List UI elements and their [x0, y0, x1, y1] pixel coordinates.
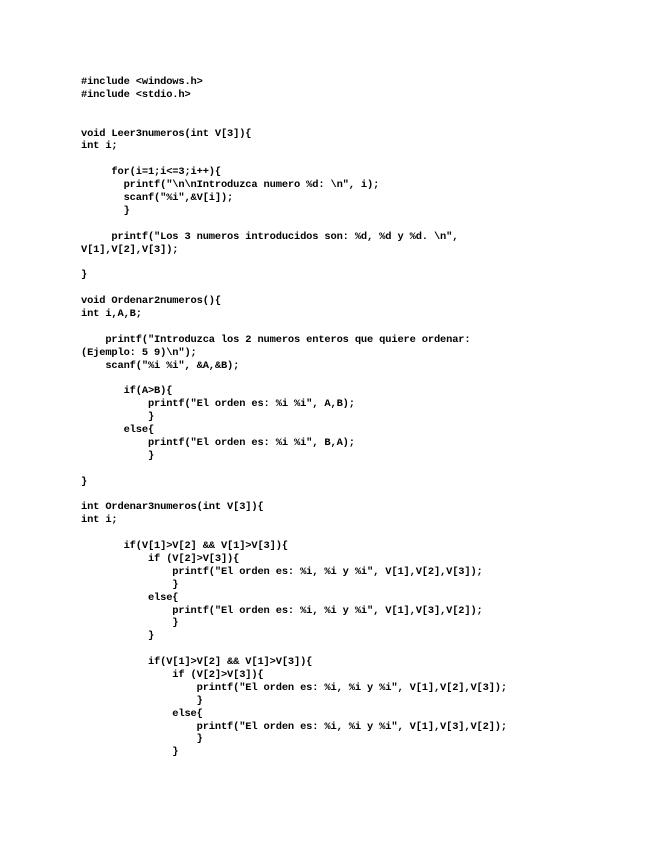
- code-line: }: [81, 578, 179, 591]
- code-line: [81, 527, 507, 540]
- code-line: }: [81, 617, 179, 630]
- code-line: else{: [81, 424, 155, 437]
- code-line: (Ejemplo: 5 9)\n");: [81, 346, 197, 359]
- code-line: [81, 489, 507, 502]
- code-line: }: [81, 449, 155, 462]
- code-line: }: [81, 733, 203, 746]
- code-line: for(i=1;i<=3;i++){: [81, 166, 221, 179]
- code-line: printf("El orden es: %i %i", A,B);: [81, 398, 355, 411]
- code-line: [81, 321, 507, 334]
- code-line: void Leer3numeros(int V[3]){: [81, 127, 252, 140]
- code-line: void Ordenar2numeros(){: [81, 295, 221, 308]
- code-line: [81, 102, 507, 115]
- code-line: if(V[1]>V[2] && V[1]>V[3]){: [81, 540, 288, 553]
- code-line: }: [81, 269, 88, 282]
- code-line: int i;: [81, 140, 118, 153]
- code-line: scanf("%i",&V[i]);: [81, 192, 234, 205]
- code-line: }: [81, 746, 179, 759]
- code-line: [81, 218, 507, 231]
- code-line: [81, 282, 507, 295]
- code-line: printf("Introduzca los 2 numeros enteros que quiere ordenar:: [81, 333, 471, 346]
- code-line: printf("\n\nIntroduzca numero %d: \n", i);: [81, 179, 380, 192]
- code-line: V[1],V[2],V[3]);: [81, 243, 179, 256]
- code-line: printf("Los 3 numeros introducidos son: %d, %d y %d. \n",: [81, 230, 459, 243]
- code-line: printf("El orden es: %i, %i y %i", V[1],V[3],V[2]);: [81, 604, 483, 617]
- code-line: [81, 153, 507, 166]
- code-line: #include <windows.h>: [81, 76, 203, 88]
- code-line: int Ordenar3numeros(int V[3]){: [81, 501, 264, 514]
- code-line: int i,A,B;: [81, 308, 142, 321]
- code-line: printf("El orden es: %i, %i y %i", V[1],V[3],V[2]);: [81, 720, 507, 733]
- code-line: }: [81, 411, 155, 424]
- code-line: }: [81, 694, 203, 707]
- code-line: else{: [81, 707, 203, 720]
- code-line: }: [81, 475, 88, 488]
- code-line: int i;: [81, 514, 118, 527]
- code-line: }: [81, 204, 130, 217]
- code-line: [81, 463, 507, 476]
- code-line: printf("El orden es: %i %i", B,A);: [81, 436, 355, 449]
- code-listing: [81, 76, 507, 759]
- code-line: [81, 115, 507, 128]
- code-line: printf("El orden es: %i, %i y %i", V[1],V[2],V[3]);: [81, 565, 483, 578]
- code-line: if(A>B){: [81, 385, 173, 398]
- code-line: if (V[2]>V[3]){: [81, 552, 240, 565]
- code-line: }: [81, 630, 155, 643]
- code-line: scanf("%i %i", &A,&B);: [81, 359, 240, 372]
- code-line: else{: [81, 591, 179, 604]
- code-line: #include <stdio.h>: [81, 88, 191, 101]
- code-line: if(V[1]>V[2] && V[1]>V[3]){: [81, 656, 313, 669]
- code-line: [81, 256, 507, 269]
- code-line: if (V[2]>V[3]){: [81, 668, 264, 681]
- code-line: [81, 643, 507, 656]
- code-line: [81, 372, 507, 385]
- code-line: printf("El orden es: %i, %i y %i", V[1],V[2],V[3]);: [81, 681, 507, 694]
